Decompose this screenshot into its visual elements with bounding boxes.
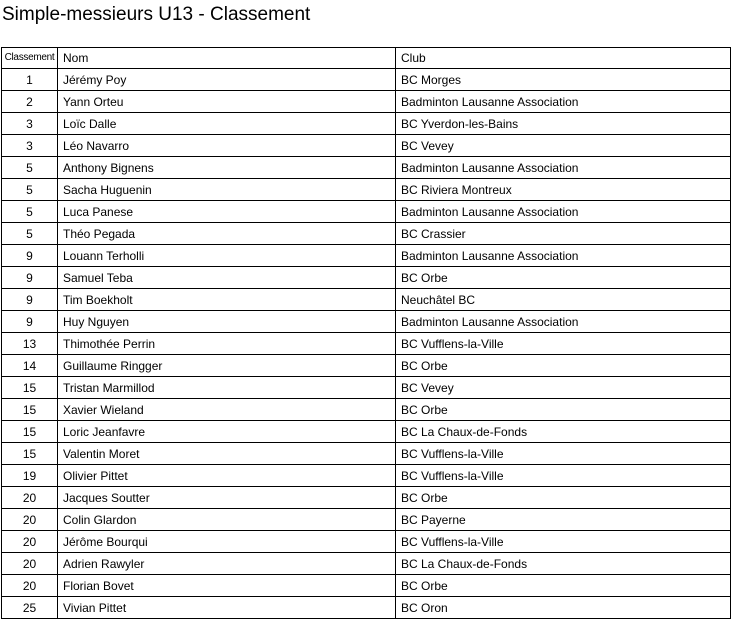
name-cell: Yann Orteu xyxy=(58,91,396,113)
rank-cell: 5 xyxy=(2,179,58,201)
rank-cell: 9 xyxy=(2,245,58,267)
name-cell: Vivian Pittet xyxy=(58,597,396,619)
name-cell: Xavier Wieland xyxy=(58,399,396,421)
table-row xyxy=(2,113,731,135)
club-cell: Badminton Lausanne Association xyxy=(396,245,731,267)
table-row xyxy=(2,333,731,355)
table-header xyxy=(2,48,731,69)
table-row xyxy=(2,69,731,91)
club-cell: BC Payerne xyxy=(396,509,731,531)
name-cell: Adrien Rawyler xyxy=(58,553,396,575)
table-row xyxy=(2,421,731,443)
page-title: Simple-messieurs U13 - Classement xyxy=(2,4,311,25)
column-header-name: Nom xyxy=(58,48,396,69)
club-cell: BC Orbe xyxy=(396,487,731,509)
table-row xyxy=(2,597,731,619)
rank-cell: 5 xyxy=(2,201,58,223)
table-row xyxy=(2,157,731,179)
rank-cell: 2 xyxy=(2,91,58,113)
name-cell: Tim Boekholt xyxy=(58,289,396,311)
name-cell: Jérémy Poy xyxy=(58,69,396,91)
rank-cell: 5 xyxy=(2,223,58,245)
rank-cell: 15 xyxy=(2,421,58,443)
name-cell: Olivier Pittet xyxy=(58,465,396,487)
club-cell: BC Orbe xyxy=(396,267,731,289)
table-body xyxy=(2,69,731,619)
rank-cell: 15 xyxy=(2,377,58,399)
name-cell: Colin Glardon xyxy=(58,509,396,531)
club-cell: BC Vufflens-la-Ville xyxy=(396,465,731,487)
rank-cell: 14 xyxy=(2,355,58,377)
club-cell: Neuchâtel BC xyxy=(396,289,731,311)
table-row xyxy=(2,509,731,531)
table-row xyxy=(2,135,731,157)
club-cell: BC Orbe xyxy=(396,399,731,421)
club-cell: BC Vufflens-la-Ville xyxy=(396,333,731,355)
club-cell: BC La Chaux-de-Fonds xyxy=(396,421,731,443)
rank-cell: 19 xyxy=(2,465,58,487)
name-cell: Théo Pegada xyxy=(58,223,396,245)
name-cell: Samuel Teba xyxy=(58,267,396,289)
rank-cell: 25 xyxy=(2,597,58,619)
rank-cell: 20 xyxy=(2,509,58,531)
table-row xyxy=(2,179,731,201)
club-cell: BC Orbe xyxy=(396,575,731,597)
club-cell: BC Vufflens-la-Ville xyxy=(396,443,731,465)
rank-cell: 20 xyxy=(2,553,58,575)
name-cell: Huy Nguyen xyxy=(58,311,396,333)
table-row xyxy=(2,311,731,333)
name-cell: Tristan Marmillod xyxy=(58,377,396,399)
name-cell: Loïc Dalle xyxy=(58,113,396,135)
table-row xyxy=(2,487,731,509)
rank-cell: 15 xyxy=(2,399,58,421)
name-cell: Loric Jeanfavre xyxy=(58,421,396,443)
rank-cell: 20 xyxy=(2,487,58,509)
name-cell: Jérôme Bourqui xyxy=(58,531,396,553)
table-row xyxy=(2,531,731,553)
club-cell: BC Vevey xyxy=(396,135,731,157)
column-header-rank: Classement xyxy=(2,48,58,69)
club-cell: BC Yverdon-les-Bains xyxy=(396,113,731,135)
club-cell: BC Morges xyxy=(396,69,731,91)
name-cell: Léo Navarro xyxy=(58,135,396,157)
rank-cell: 9 xyxy=(2,289,58,311)
name-cell: Florian Bovet xyxy=(58,575,396,597)
club-cell: BC Riviera Montreux xyxy=(396,179,731,201)
rank-cell: 9 xyxy=(2,311,58,333)
club-cell: BC Orbe xyxy=(396,355,731,377)
club-cell: BC Crassier xyxy=(396,223,731,245)
table-row xyxy=(2,399,731,421)
name-cell: Anthony Bignens xyxy=(58,157,396,179)
table-row xyxy=(2,553,731,575)
rank-cell: 5 xyxy=(2,157,58,179)
rank-cell: 20 xyxy=(2,531,58,553)
table-row xyxy=(2,465,731,487)
rank-cell: 15 xyxy=(2,443,58,465)
table-row xyxy=(2,223,731,245)
club-cell: BC Oron xyxy=(396,597,731,619)
club-cell: Badminton Lausanne Association xyxy=(396,311,731,333)
table-row xyxy=(2,443,731,465)
table-row xyxy=(2,91,731,113)
name-cell: Thimothée Perrin xyxy=(58,333,396,355)
rank-cell: 13 xyxy=(2,333,58,355)
table-row xyxy=(2,355,731,377)
table-row xyxy=(2,267,731,289)
name-cell: Guillaume Ringger xyxy=(58,355,396,377)
ranking-table xyxy=(1,47,731,619)
table-row xyxy=(2,575,731,597)
name-cell: Sacha Huguenin xyxy=(58,179,396,201)
club-cell: Badminton Lausanne Association xyxy=(396,201,731,223)
table-row xyxy=(2,245,731,267)
name-cell: Jacques Soutter xyxy=(58,487,396,509)
rank-cell: 1 xyxy=(2,69,58,91)
club-cell: Badminton Lausanne Association xyxy=(396,157,731,179)
rank-cell: 20 xyxy=(2,575,58,597)
rank-cell: 9 xyxy=(2,267,58,289)
table-row xyxy=(2,201,731,223)
header-row xyxy=(2,48,731,69)
table-row xyxy=(2,377,731,399)
club-cell: BC La Chaux-de-Fonds xyxy=(396,553,731,575)
name-cell: Louann Terholli xyxy=(58,245,396,267)
name-cell: Luca Panese xyxy=(58,201,396,223)
name-cell: Valentin Moret xyxy=(58,443,396,465)
table-row xyxy=(2,289,731,311)
club-cell: BC Vevey xyxy=(396,377,731,399)
club-cell: BC Vufflens-la-Ville xyxy=(396,531,731,553)
rank-cell: 3 xyxy=(2,113,58,135)
column-header-club: Club xyxy=(396,48,731,69)
rank-cell: 3 xyxy=(2,135,58,157)
club-cell: Badminton Lausanne Association xyxy=(396,91,731,113)
